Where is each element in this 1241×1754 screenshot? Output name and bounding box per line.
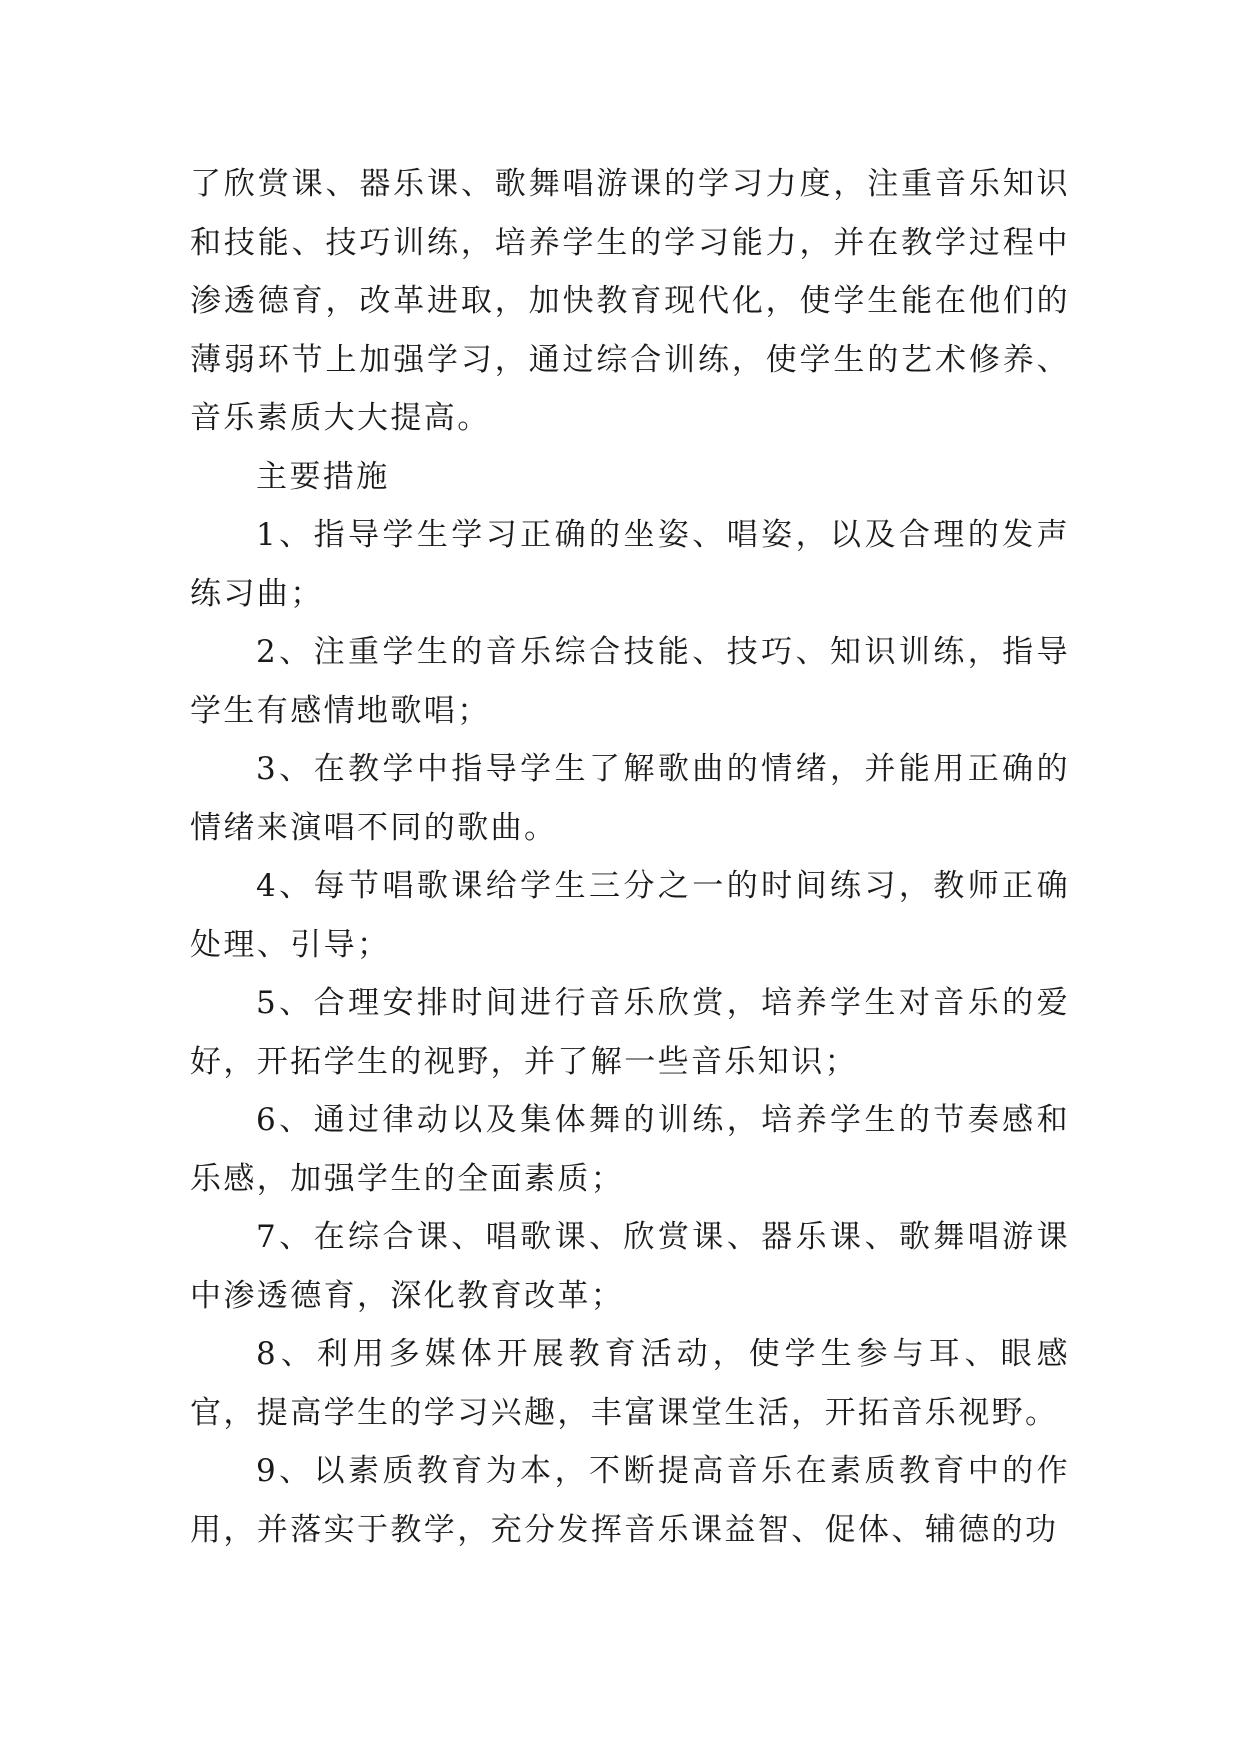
section-heading-main-measures: 主要措施 [256, 458, 390, 495]
measure-item-7: 7、在综合课、唱歌课、欣赏课、器乐课、歌舞唱游课中渗透德育，深化教育改革； [190, 1219, 1070, 1314]
measure-item-1: 1、指导学生学习正确的坐姿、唱姿，以及合理的发声练习曲； [190, 517, 1070, 612]
measure-item-3: 3、在教学中指导学生了解歌曲的情绪，并能用正确的情绪来演唱不同的歌曲。 [190, 751, 1070, 846]
document-body [190, 155, 1070, 1559]
measure-item-8: 8、利用多媒体开展教育活动，使学生参与耳、眼感官，提高学生的学习兴趣，丰富课堂生活，开拓音乐视野。 [190, 1336, 1070, 1431]
measure-item-5: 5、合理安排时间进行音乐欣赏，培养学生对音乐的爱好，开拓学生的视野，并了解一些音乐知识； [190, 985, 1070, 1080]
measure-item-6: 6、通过律动以及集体舞的训练，培养学生的节奏感和乐感，加强学生的全面素质； [190, 1102, 1070, 1197]
measure-item-2: 2、注重学生的音乐综合技能、技巧、知识训练，指导学生有感情地歌唱； [190, 634, 1070, 729]
paragraph-continuation: 了欣赏课、器乐课、歌舞唱游课的学习力度，注重音乐知识和技能、技巧训练，培养学生的学习能力，并在教学过程中渗透德育，改革进取，加快教育现代化，使学生能在他们的薄弱环节上加强学习，通过综合训练，使学生的艺术修养、音乐素质大大提高。 [190, 166, 1070, 436]
measure-item-9: 9、以素质教育为本，不断提高音乐在素质教育中的作用，并落实于教学，充分发挥音乐课益智、促体、辅德的功 [190, 1453, 1070, 1548]
measure-item-4: 4、每节唱歌课给学生三分之一的时间练习，教师正确处理、引导； [190, 868, 1070, 963]
